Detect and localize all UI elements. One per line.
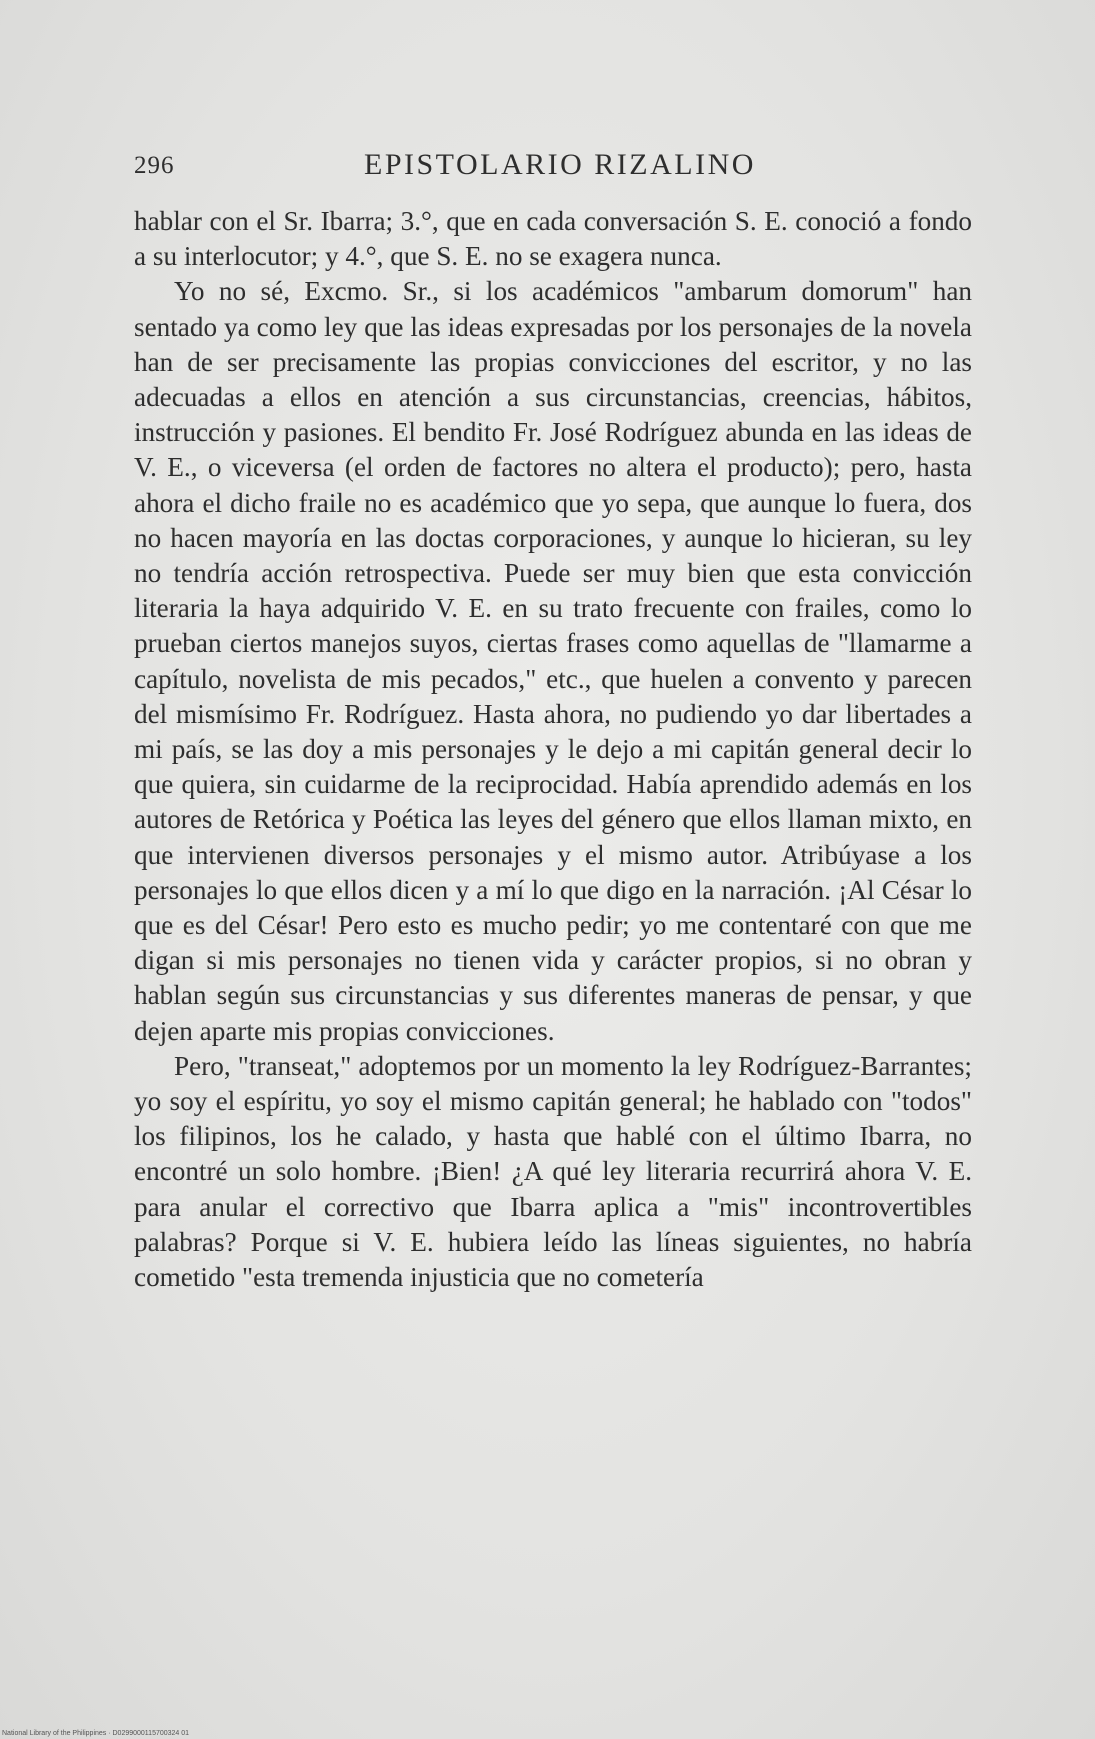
footer-credit: National Library of the Philippines · D0299000115700324 01 <box>2 1730 190 1737</box>
page-number: 296 <box>134 152 175 179</box>
paragraph: Pero, "transeat," adoptemos por un momento la ley Rodríguez-Barrantes; yo soy el espíritu, yo soy el mismo capitán general; he hablado con "todos" los filipinos, los he calado, y hasta que hablé con el último Ibarra, no encontré un solo hombre. ¡Bien! ¿A qué ley literaria recurrirá ahora V. E. para anular el correctivo que Ibarra aplica a "mis" incontrovertibles palabras? Porque si V. E. hubiera leído las líneas siguientes, no habría cometido "esta tremenda injusticia que no cometería <box>134 1050 972 1293</box>
page-header <box>134 148 974 188</box>
paragraph-continued: hablar con el Sr. Ibarra; 3.°, que en cada conversación S. E. conoció a fondo a su interlocutor; y 4.°, que S. E. no se exagera nunca. <box>134 206 972 272</box>
body-text <box>134 204 972 1295</box>
running-title: EPISTOLARIO RIZALINO <box>364 148 756 181</box>
paragraph: Yo no sé, Excmo. Sr., si los académicos "ambarum domorum" han sentado ya como ley que las ideas expresadas por los personajes de la novela han de ser precisamente las propias convicciones del escritor, y no las adecuadas a ellos en atención a sus circunstancias, creencias, hábitos, instrucción y pasiones. El bendito Fr. José Rodríguez abunda en las ideas de V. E., o viceversa (el orden de factores no altera el producto); pero, hasta ahora el dicho fraile no es académico que yo sepa, que aunque lo fuera, dos no hacen mayoría en las doctas corporaciones, y aunque lo hicieran, su ley no tendría acción retrospectiva. Puede ser muy bien que esta convicción literaria la haya adquirido V. E. en su trato frecuente con frailes, como lo prueban ciertos manejos suyos, ciertas frases como aquellas de "llamarme a capítulo, novelista de mis pecados," etc., que huelen a convento y parecen del mismísimo Fr. Rodríguez. Hasta ahora, no pudiendo yo dar libertades a mi país, se las doy a mis personajes y le dejo a mi capitán general decir lo que quiera, sin cuidarme de la reciprocidad. Había aprendido además en los autores de Retórica y Poética las leyes del género que ellos llaman mixto, en que intervienen diversos personajes y el mismo autor. Atribúyase a los personajes lo que ellos dicen y a mí lo que digo en la narración. ¡Al César lo que es del César! Pero esto es mucho pedir; yo me contentaré con que me digan si mis personajes no tienen vida y carácter propios, si no obran y hablan según sus circunstancias y sus diferentes maneras de pensar, y que dejen aparte mis propias convicciones. <box>134 276 972 1046</box>
